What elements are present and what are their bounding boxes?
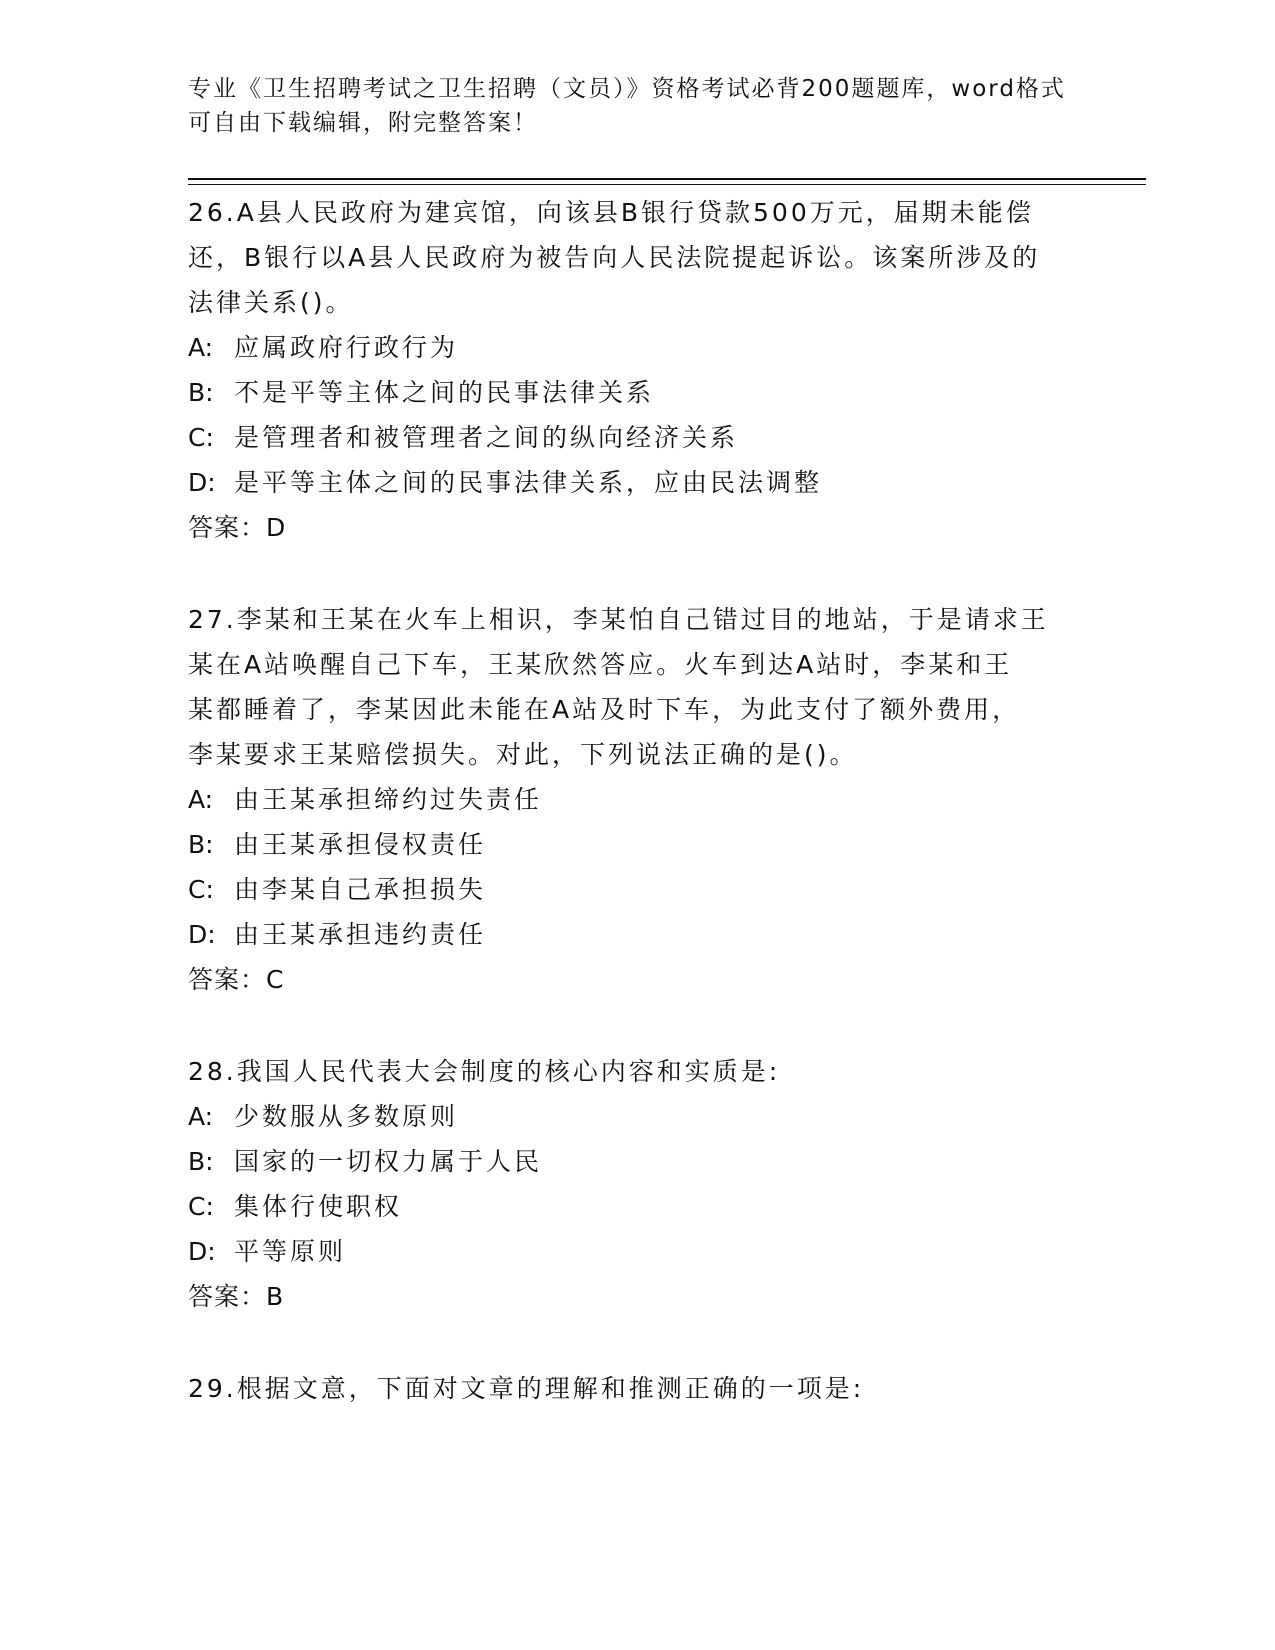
- option-text: 应属政府行政行为: [234, 333, 459, 362]
- answer-line: 答案：C: [188, 965, 285, 994]
- option-d: [188, 460, 1138, 505]
- option-text: 是管理者和被管理者之间的纵向经济关系: [234, 423, 739, 452]
- option-text: 由王某承担缔约过失责任: [234, 785, 543, 814]
- option-label: A:: [188, 785, 214, 814]
- option-text: 集体行使职权: [234, 1192, 403, 1221]
- option-a: [188, 777, 1138, 822]
- question-gap: [188, 550, 1138, 597]
- question-stem-line: 李某要求王某赔偿损失。对此，下列说法正确的是()。: [188, 740, 858, 769]
- answer-line: 答案：D: [188, 513, 287, 542]
- option-text: 不是平等主体之间的民事法律关系: [234, 378, 655, 407]
- question-gap: [188, 1319, 1138, 1366]
- option-b: [188, 370, 1138, 415]
- question-list: [188, 190, 1138, 1411]
- question-stem-line: 某都睡着了，李某因此未能在A站及时下车，为此支付了额外费用，: [188, 695, 1021, 724]
- question-stem-line: 26.A县人民政府为建宾馆，向该县B银行贷款500万元，届期未能偿: [188, 198, 1034, 227]
- question-26: [188, 190, 1138, 550]
- option-b: [188, 1139, 1138, 1184]
- question-27: [188, 597, 1138, 1002]
- header-rule-thin: [188, 184, 1146, 185]
- option-text: 是平等主体之间的民事法律关系，应由民法调整: [234, 468, 823, 497]
- option-d: [188, 912, 1138, 957]
- option-text: 国家的一切权力属于人民: [234, 1147, 543, 1176]
- header-line-2: 可自由下载编辑，附完整答案！: [188, 110, 538, 136]
- option-label: C:: [188, 423, 214, 452]
- option-text: 由王某承担违约责任: [234, 920, 487, 949]
- option-label: C:: [188, 875, 214, 904]
- option-c: [188, 415, 1138, 460]
- question-28: [188, 1049, 1138, 1319]
- option-label: D:: [188, 468, 216, 497]
- option-label: D:: [188, 920, 216, 949]
- question-stem-line: 27.李某和王某在火车上相识，李某怕自己错过目的地站，于是请求王: [188, 605, 1049, 634]
- option-text: 由李某自己承担损失: [234, 875, 487, 904]
- question-stem-line: 28.我国人民代表大会制度的核心内容和实质是:: [188, 1057, 781, 1086]
- question-stem-line: 法律关系()。: [188, 288, 354, 317]
- option-label: B:: [188, 378, 214, 407]
- question-29: [188, 1366, 1138, 1411]
- option-label: A:: [188, 333, 214, 362]
- option-label: B:: [188, 1147, 214, 1176]
- option-text: 平等原则: [234, 1237, 347, 1266]
- header-line-1: 专业《卫生招聘考试之卫生招聘（文员）》资格考试必背200题题库，word格式: [188, 76, 1066, 102]
- option-label: D:: [188, 1237, 216, 1266]
- option-d: [188, 1229, 1138, 1274]
- option-label: B:: [188, 830, 214, 859]
- option-a: [188, 1094, 1138, 1139]
- option-text: 由王某承担侵权责任: [234, 830, 487, 859]
- option-text: 少数服从多数原则: [234, 1102, 459, 1131]
- question-stem-line: 某在A站唤醒自己下车，王某欣然答应。火车到达A站时，李某和王: [188, 650, 1013, 679]
- option-a: [188, 325, 1138, 370]
- option-c: [188, 867, 1138, 912]
- option-label: C:: [188, 1192, 214, 1221]
- question-stem-line: 29.根据文意，下面对文章的理解和推测正确的一项是:: [188, 1374, 865, 1403]
- option-c: [188, 1184, 1138, 1229]
- document-header: [188, 72, 1088, 140]
- question-gap: [188, 1002, 1138, 1049]
- question-stem-line: 还，B银行以A县人民政府为被告向人民法院提起诉讼。该案所涉及的: [188, 243, 1041, 272]
- header-rule-thick: [188, 178, 1146, 180]
- answer-line: 答案：B: [188, 1282, 285, 1311]
- option-label: A:: [188, 1102, 214, 1131]
- option-b: [188, 822, 1138, 867]
